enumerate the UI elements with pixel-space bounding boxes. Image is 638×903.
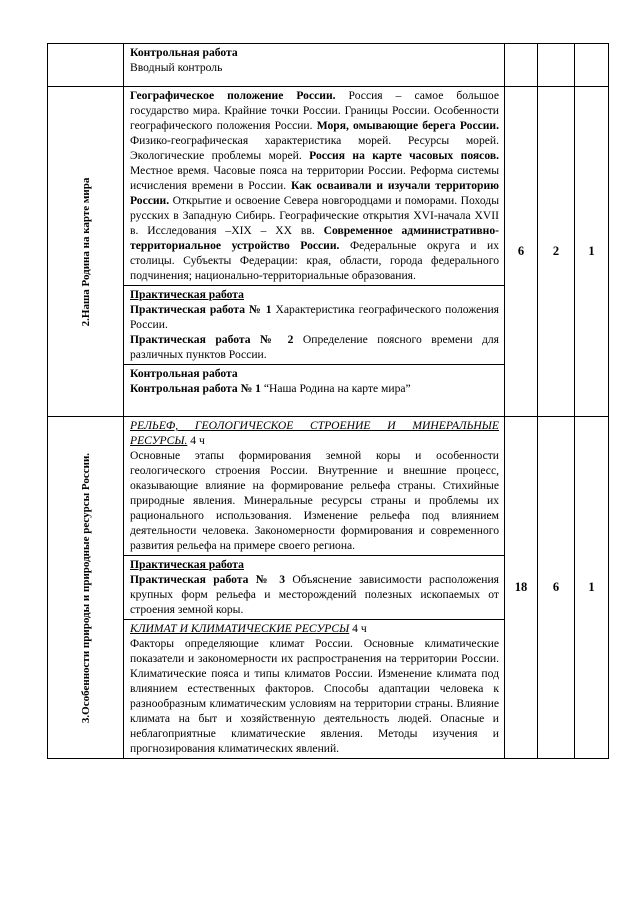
control-count: 1 <box>575 417 609 759</box>
topic-text: Основные этапы формирования земной коры и особенности геологического строения России. Внутренние и внешние процесс, оказывающие влияние на формирование рельефа страны. Стихийные природные явления. Минеральные ресурсы страны и проблемы их рационального использования. Изменение рельефа под влиянием деятельности человека. Закономерности формирования и современного развития рельефа на примере своего региона. <box>130 449 499 552</box>
topic-heading: Как осваивали и изучали территорию России. <box>130 179 499 207</box>
topic-text: Физико-географическая характеристика морей. Ресурсы морей. Экологические проблемы морей. <box>130 134 499 162</box>
section-title: 2.Наша Родина на карте мира <box>79 177 92 326</box>
practical-count-cell <box>538 44 575 87</box>
row-section-2 <box>48 87 609 417</box>
practical-block <box>124 555 504 619</box>
topic-heading: Современное административно-территориальное устройство России. <box>130 224 500 252</box>
practical-text: Объяснение зависимости расположения крупных форм рельефа и месторождений полезных ископаемых от строения земной коры. <box>130 573 499 616</box>
topic-hours: 4 ч <box>349 622 367 635</box>
practical-label: Практическая работа № 3 <box>130 573 285 586</box>
control-work-text: Вводный контроль <box>130 61 223 74</box>
control-count-cell <box>575 44 609 87</box>
topic-text: Открытие и освоение Севера новгородцами и поморами. Походы русских в Западную Сибирь. Географические открытия XVI-начала XVII в. Исследования –XIX – XX вв. <box>130 194 499 237</box>
row-section-3 <box>48 417 609 759</box>
curriculum-table <box>47 43 609 759</box>
section-title: 3.Особенности природы и природные ресурсы России. <box>79 452 92 723</box>
hours-total: 18 <box>505 417 538 759</box>
topic-heading: Россия на карте часовых поясов. <box>309 149 499 162</box>
control-block <box>124 364 504 398</box>
row-intro-control <box>48 44 609 87</box>
control-label: Контрольная работа № 1 <box>130 382 261 395</box>
topic-hours: 4 ч <box>187 434 205 447</box>
control-count: 1 <box>575 87 609 417</box>
topic-text: Факторы определяющие климат России. Основные климатические показатели и закономерности их распространения на территории России. Климатические пояса и типы климатов России. Изменение климата под влиянием естественных факторов. Способы адаптации человека к разнообразным климатическим условиям на территории страны. Влияние климата на быт и хозяйственную деятельность людей. Опасные и неблагоприятные климатические явления. Методы изучения и прогнозирования климатических явлений. <box>130 637 499 755</box>
practical-title: Практическая работа <box>130 558 244 571</box>
practical-text: Характеристика географического положения России. <box>130 303 500 331</box>
practical-text: Определение поясного времени для различных пунктов России. <box>130 333 500 361</box>
topic-text: Местное время. Часовые пояса на территории России. Реформа системы исчисления времени в России. <box>130 164 499 192</box>
practical-count: 2 <box>538 87 575 417</box>
practical-label: Практическая работа № 2 <box>130 333 294 346</box>
topic-heading: Географическое положение России. <box>130 89 336 102</box>
control-work-title: Контрольная работа <box>130 46 238 59</box>
practical-count: 6 <box>538 417 575 759</box>
control-text: “Наша Родина на карте мира” <box>260 382 411 395</box>
section-title-cell <box>48 87 124 417</box>
practical-label: Практическая работа № 1 <box>130 303 272 316</box>
hours-total-cell <box>505 44 538 87</box>
hours-total: 6 <box>505 87 538 417</box>
topic-text: Россия – самое большое государство мира. Крайние точки России. Границы России. Особенности географического положения России. <box>130 89 499 132</box>
topic-heading: КЛИМАТ И КЛИМАТИЧЕСКИЕ РЕСУРСЫ <box>130 622 350 635</box>
control-title: Контрольная работа <box>130 367 238 380</box>
content-cell <box>124 87 505 417</box>
topic-heading: РЕЛЬЕФ, ГЕОЛОГИЧЕСКОЕ СТРОЕНИЕ И МИНЕРАЛЬНЫЕ РЕСУРСЫ. <box>130 419 499 447</box>
section-title-cell <box>48 417 124 759</box>
section-cell-empty <box>48 44 124 87</box>
content-cell <box>124 44 505 87</box>
topic-block <box>124 87 504 285</box>
topic-block <box>124 619 504 758</box>
practical-block <box>124 285 504 364</box>
topic-heading: Моря, омывающие берега России. <box>316 119 500 132</box>
topic-block <box>124 417 504 555</box>
content-cell <box>124 417 505 759</box>
topic-text: Федеральные округа и их столицы. Субъекты Федерации: края, области, города федерального подчинения; национально-территориальные образования. <box>130 239 499 282</box>
practical-title: Практическая работа <box>130 288 244 301</box>
